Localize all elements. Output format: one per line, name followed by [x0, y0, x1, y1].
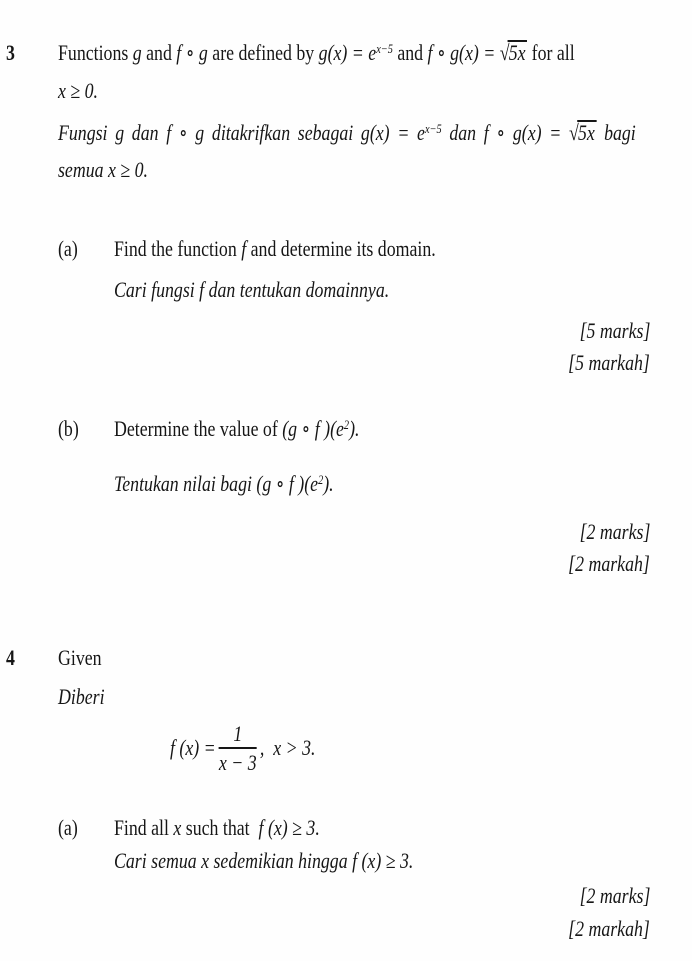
- q4-part-a-marks-ms: [2 markah]: [568, 916, 650, 941]
- superscript-exponent: 2: [318, 472, 324, 487]
- q4-given-en: Given: [58, 645, 102, 670]
- q4-given-ms: Diberi: [58, 684, 105, 709]
- q3-intro-en-line2: x ≥ 0.: [58, 78, 98, 103]
- q3-part-a-text-ms: Cari fungsi f dan tentukan domainnya.: [114, 277, 390, 302]
- q4-part-a-marks-en: [2 marks]: [579, 883, 650, 908]
- math-run: Fungsi g dan f ∘ g ditakrifkan sebagai g(x) = e: [58, 120, 425, 145]
- q3-part-a-marks-ms: [5 markah]: [568, 350, 650, 375]
- q3-part-b-label: (b): [58, 416, 79, 441]
- q4-part-a-text-ms: Cari semua x sedemikian hingga f (x) ≥ 3.: [114, 848, 414, 873]
- text-run: and: [141, 40, 177, 65]
- text-run: Find the function: [114, 236, 242, 261]
- q4-equation: [170, 722, 315, 774]
- math-run: g(x) = e: [318, 40, 377, 65]
- fraction-denominator: x − 3: [218, 750, 257, 776]
- q3-intro-en-line1: [58, 40, 575, 65]
- question-3-number: 3: [6, 40, 15, 65]
- fraction: [219, 722, 257, 774]
- math-run: ).: [323, 471, 334, 496]
- radical-body: 5x: [577, 120, 595, 145]
- math-run: bagi: [596, 120, 636, 145]
- superscript-exponent: x−5: [424, 121, 442, 136]
- math-run: (g ∘ f )(e: [256, 471, 319, 496]
- radical-expression: [569, 120, 596, 145]
- q3-intro-ms-line2: semua x ≥ 0.: [58, 157, 148, 182]
- text-run: are defined by: [207, 40, 319, 65]
- q4-part-a-label: (a): [58, 815, 78, 840]
- superscript-exponent: 2: [343, 417, 350, 432]
- q4-part-a-text-en: [114, 815, 320, 840]
- q3-part-a-text-en: [114, 236, 436, 261]
- text-run: for all: [527, 40, 575, 65]
- text-run: Tentukan nilai bagi: [114, 471, 257, 496]
- math-run: ).: [349, 416, 360, 441]
- question-4-number: 4: [6, 645, 15, 670]
- math-run: g: [132, 40, 142, 65]
- equation-lhs: f (x) =: [170, 735, 216, 761]
- math-run: (g ∘ f )(e: [282, 416, 344, 441]
- radical-sign: √: [568, 120, 579, 145]
- text-run: and: [392, 40, 428, 65]
- q3-part-b-marks-en: [2 marks]: [579, 519, 650, 544]
- q3-part-b-text-en: [114, 416, 359, 441]
- text-run: such that: [181, 815, 259, 840]
- radical-body: 5x: [508, 40, 526, 65]
- text-run: Find all: [114, 815, 174, 840]
- math-run: f: [241, 236, 247, 261]
- math-run: f (x) ≥ 3.: [258, 815, 320, 840]
- equation-condition: , x > 3.: [259, 735, 316, 761]
- q3-part-a-marks-en: [5 marks]: [579, 318, 650, 343]
- text-run: and determine its domain.: [246, 236, 436, 261]
- q3-intro-ms-line1: [58, 120, 636, 145]
- text-run: Determine the value of: [114, 416, 283, 441]
- math-run: x: [173, 815, 182, 840]
- q3-part-a-label: (a): [58, 236, 78, 261]
- q3-part-b-text-ms: [114, 471, 334, 496]
- radical-expression: [500, 40, 527, 65]
- math-run: f ∘ g: [176, 40, 208, 65]
- superscript-exponent: x−5: [376, 41, 393, 56]
- text-run: Functions: [58, 40, 133, 65]
- fraction-numerator: 1: [219, 722, 257, 749]
- math-run: dan f ∘ g(x) =: [441, 120, 569, 145]
- q3-part-b-marks-ms: [2 markah]: [568, 551, 650, 576]
- radical-sign: √: [499, 40, 510, 65]
- math-run: f ∘ g(x) =: [427, 40, 500, 65]
